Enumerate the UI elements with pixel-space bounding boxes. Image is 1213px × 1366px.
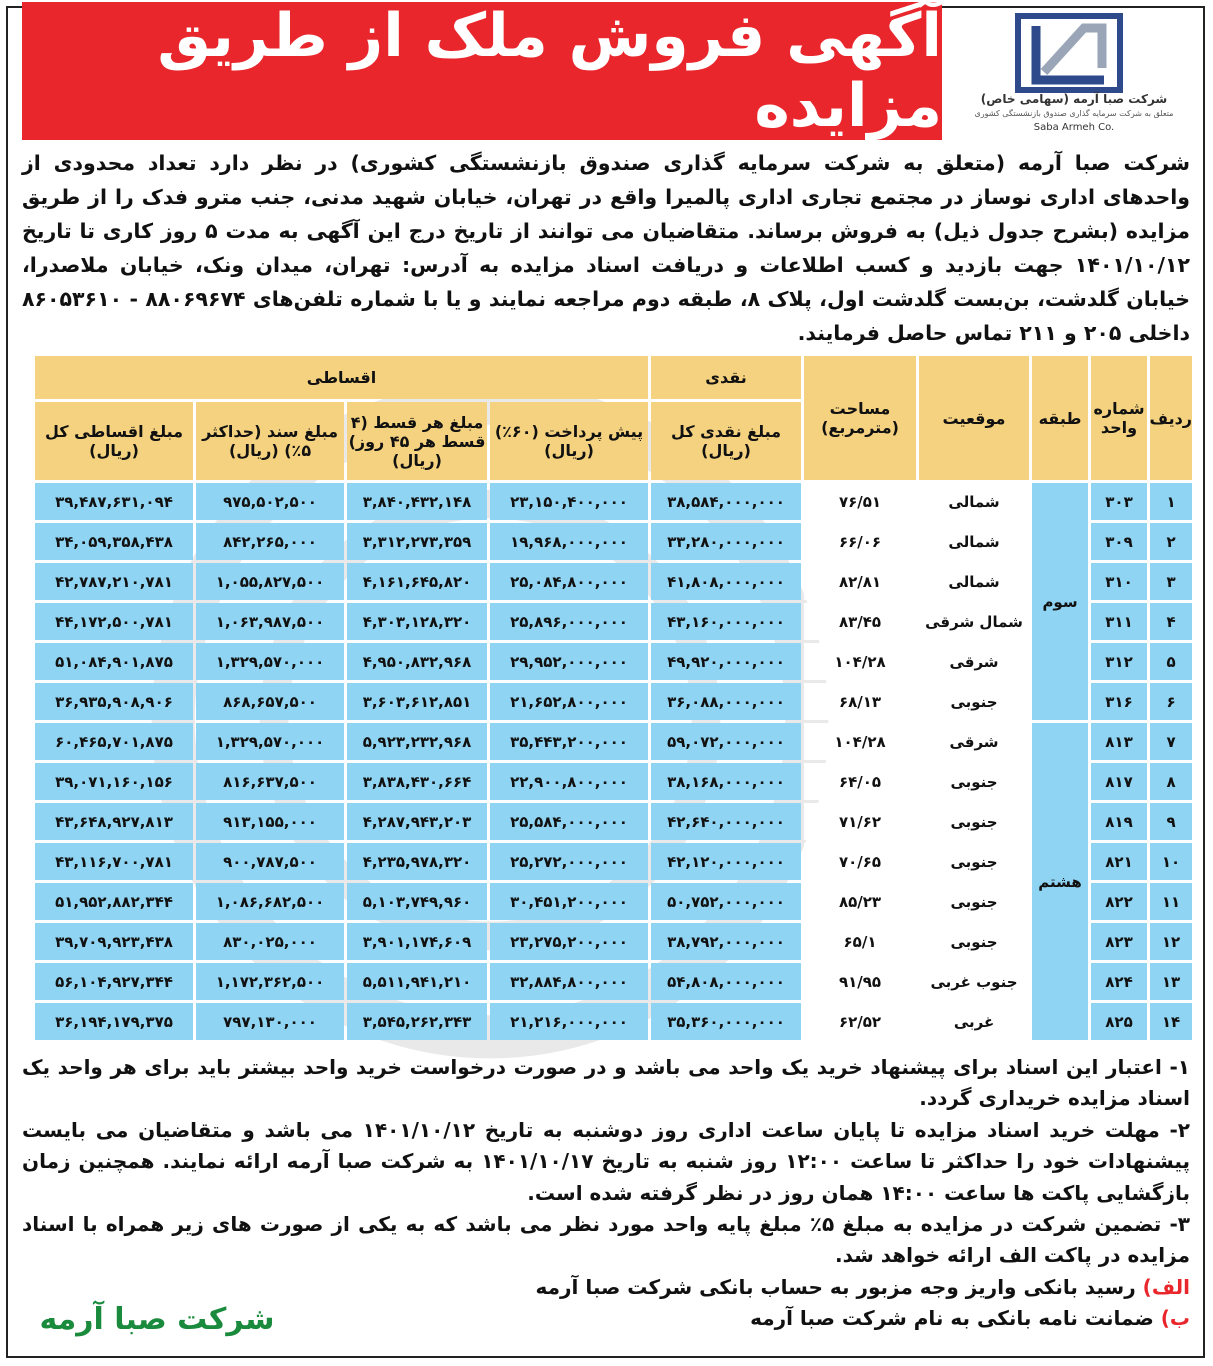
header-installment-group: اقساطی [35, 356, 648, 399]
auction-table [32, 353, 1195, 1043]
row-number-cell: ۱ [1150, 483, 1192, 520]
area-cell: ۶۸/۱۳ [804, 683, 916, 720]
cash-total-cell: ۳۸,۱۶۸,۰۰۰,۰۰۰ [651, 763, 801, 800]
table-row [35, 683, 1192, 720]
unit-number-cell: ۸۱۹ [1091, 803, 1147, 840]
installment-amount-cell: ۴,۱۶۱,۶۴۵,۸۲۰ [347, 563, 487, 600]
deposit-cell: ۹۷۵,۵۰۲,۵۰۰ [196, 483, 344, 520]
area-cell: ۷۶/۵۱ [804, 483, 916, 520]
deposit-cell: ۹۰۰,۷۸۷,۵۰۰ [196, 843, 344, 880]
cash-total-cell: ۴۹,۹۲۰,۰۰۰,۰۰۰ [651, 643, 801, 680]
installment-amount-cell: ۵,۱۰۳,۷۴۹,۹۶۰ [347, 883, 487, 920]
area-cell: ۱۰۴/۲۸ [804, 643, 916, 680]
note-1: ۱- اعتبار این اسناد برای پیشنهاد خرید یک واحد می باشد و در صورت درخواست خرید واحد بیشتر باید برای هر واحد یک اسناد مزایده خریداری گردد. [22, 1055, 1190, 1111]
area-cell: ۱۰۴/۲۸ [804, 723, 916, 760]
location-cell: جنوبی [919, 883, 1029, 920]
row-number-cell: ۷ [1150, 723, 1192, 760]
area-cell: ۸۵/۲۳ [804, 883, 916, 920]
row-number-cell: ۱۳ [1150, 963, 1192, 1000]
installment-total-cell: ۳۶,۹۳۵,۹۰۸,۹۰۶ [35, 683, 193, 720]
cash-total-cell: ۳۳,۲۸۰,۰۰۰,۰۰۰ [651, 523, 801, 560]
prepayment-cell: ۲۵,۵۸۴,۰۰۰,۰۰۰ [490, 803, 648, 840]
installment-total-cell: ۵۶,۱۰۴,۹۲۷,۳۴۴ [35, 963, 193, 1000]
logo-english-name: Saba Armeh Co. [1033, 122, 1115, 133]
installment-amount-cell: ۳,۵۴۵,۲۶۲,۳۴۳ [347, 1003, 487, 1040]
prepayment-cell: ۲۱,۲۱۶,۰۰۰,۰۰۰ [490, 1003, 648, 1040]
unit-number-cell: ۸۱۳ [1091, 723, 1147, 760]
note-option-a [22, 1272, 1190, 1303]
cash-total-cell: ۴۲,۶۴۰,۰۰۰,۰۰۰ [651, 803, 801, 840]
cash-total-cell: ۳۸,۷۹۲,۰۰۰,۰۰۰ [651, 923, 801, 960]
area-cell: ۸۲/۸۱ [804, 563, 916, 600]
prepayment-cell: ۱۹,۹۶۸,۰۰۰,۰۰۰ [490, 523, 648, 560]
option-b-label: ب) [1160, 1306, 1190, 1331]
cash-total-cell: ۴۲,۱۲۰,۰۰۰,۰۰۰ [651, 843, 801, 880]
table-row [35, 563, 1192, 600]
unit-number-cell: ۳۱۰ [1091, 563, 1147, 600]
area-cell: ۶۶/۰۶ [804, 523, 916, 560]
header-location: موقعیت [919, 356, 1029, 480]
intro-text: در نظر دارد تعداد محدودی از واحدهای اداری نوساز در مجتمع تجاری اداری پالمیرا واقع در تهران، خیابان شهید مدنی، جنب مترو فدک را از طریق مزایده (بشرح جدول ذیل) به فروش برساند. متقاضیان می توانند از تاریخ درج این آگهی به مدت ۵ روز کاری تا تاریخ ۱۴۰۱/۱۰/۱۲ جهت بازدید و کسب اطلاعات و دریافت اسناد مزایده به آدرس: تهران، میدان ونک، خیابان ملاصدرا، خیابان گلدشت، بن‌بست گلدشت اول، پلاک ۸، طبقه دوم مراجعه نمایند و یا با شماره تلفن‌های ۸۸۰۶۹۶۷۴ - ۸۶۰۵۳۶۱۰ داخلی ۲۰۵ و ۲۱۱ تماس حاصل فرمایند. [22, 151, 1190, 345]
row-number-cell: ۵ [1150, 643, 1192, 680]
floor-cell: سوم [1032, 483, 1088, 720]
row-number-cell: ۱۰ [1150, 843, 1192, 880]
cash-total-cell: ۵۹,۰۷۲,۰۰۰,۰۰۰ [651, 723, 801, 760]
prepayment-cell: ۲۵,۲۷۲,۰۰۰,۰۰۰ [490, 843, 648, 880]
row-number-cell: ۲ [1150, 523, 1192, 560]
unit-number-cell: ۳۰۳ [1091, 483, 1147, 520]
header-prepayment: پیش پرداخت (۶۰٪) (ریال) [490, 402, 648, 480]
option-b-text: ضمانت نامه بانکی به نام شرکت صبا آرمه [750, 1306, 1161, 1331]
deposit-cell: ۹۱۳,۱۵۵,۰۰۰ [196, 803, 344, 840]
unit-number-cell: ۸۱۷ [1091, 763, 1147, 800]
table-row [35, 883, 1192, 920]
installment-amount-cell: ۳,۳۱۲,۲۷۳,۳۵۹ [347, 523, 487, 560]
company-signature: شرکت صبا آرمه [39, 1302, 275, 1337]
row-number-cell: ۱۴ [1150, 1003, 1192, 1040]
cash-total-cell: ۴۳,۱۶۰,۰۰۰,۰۰۰ [651, 603, 801, 640]
location-cell: جنوبی [919, 763, 1029, 800]
header-installment-total: مبلغ اقساطی کل (ریال) [35, 402, 193, 480]
row-number-cell: ۸ [1150, 763, 1192, 800]
unit-number-cell: ۳۱۶ [1091, 683, 1147, 720]
unit-number-cell: ۸۲۴ [1091, 963, 1147, 1000]
table-row [35, 483, 1192, 520]
deposit-cell: ۱,۳۲۹,۵۷۰,۰۰۰ [196, 643, 344, 680]
header-cash-total: مبلغ نقدی کل (ریال) [651, 402, 801, 480]
deposit-cell: ۱,۳۲۹,۵۷۰,۰۰۰ [196, 723, 344, 760]
row-number-cell: ۱۱ [1150, 883, 1192, 920]
deposit-cell: ۱,۰۵۵,۸۲۷,۵۰۰ [196, 563, 344, 600]
unit-number-cell: ۳۱۱ [1091, 603, 1147, 640]
installment-total-cell: ۵۱,۰۸۴,۹۰۱,۸۷۵ [35, 643, 193, 680]
installment-total-cell: ۴۲,۷۸۷,۲۱۰,۷۸۱ [35, 563, 193, 600]
location-cell: شمالی [919, 563, 1029, 600]
prepayment-cell: ۳۰,۴۵۱,۲۰۰,۰۰۰ [490, 883, 648, 920]
header-installment-amount: مبلغ هر قسط (۴ قسط هر ۴۵ روز) (ریال) [347, 402, 487, 480]
prepayment-cell: ۲۵,۸۹۶,۰۰۰,۰۰۰ [490, 603, 648, 640]
row-number-cell: ۶ [1150, 683, 1192, 720]
installment-total-cell: ۳۹,۴۸۷,۶۳۱,۰۹۴ [35, 483, 193, 520]
installment-amount-cell: ۳,۸۳۸,۴۳۰,۶۶۴ [347, 763, 487, 800]
location-cell: جنوب غربی [919, 963, 1029, 1000]
location-cell: جنوبی [919, 683, 1029, 720]
option-a-text: رسید بانکی واریز وجه مزبور به حساب بانکی شرکت صبا آرمه [535, 1274, 1143, 1299]
installment-total-cell: ۶۰,۴۶۵,۷۰۱,۸۷۵ [35, 723, 193, 760]
unit-number-cell: ۸۲۵ [1091, 1003, 1147, 1040]
cash-total-cell: ۵۰,۷۵۲,۰۰۰,۰۰۰ [651, 883, 801, 920]
area-cell: ۷۰/۶۵ [804, 843, 916, 880]
note-2: ۲- مهلت خرید اسناد مزایده تا پایان ساعت اداری روز دوشنبه به تاریخ ۱۴۰۱/۱۰/۱۲ می باشد و متقاضیان می بایست پیشنهادات خود را حداکثر تا ساعت ۱۲:۰۰ روز شنبه به تاریخ ۱۴۰۱/۱۰/۱۷ به شرکت صبا آرمه ارائه نمایند. همچنین زمان بازگشایی پاکت ها ساعت ۱۴:۰۰ همان روز در نظر گرفته شده است. [22, 1117, 1190, 1205]
row-number-cell: ۴ [1150, 603, 1192, 640]
page-title-banner [22, 2, 942, 140]
installment-total-cell: ۴۳,۶۴۸,۹۲۷,۸۱۳ [35, 803, 193, 840]
location-cell: غربی [919, 1003, 1029, 1040]
row-number-cell: ۹ [1150, 803, 1192, 840]
installment-total-cell: ۳۴,۰۵۹,۳۵۸,۴۳۸ [35, 523, 193, 560]
table-row [35, 603, 1192, 640]
area-cell: ۸۳/۴۵ [804, 603, 916, 640]
table-row [35, 843, 1192, 880]
location-cell: جنوبی [919, 803, 1029, 840]
installment-total-cell: ۳۹,۷۰۹,۹۲۳,۴۳۸ [35, 923, 193, 960]
location-cell: شرقی [919, 723, 1029, 760]
installment-amount-cell: ۳,۶۰۳,۶۱۲,۸۵۱ [347, 683, 487, 720]
deposit-cell: ۱,۱۷۲,۳۶۲,۵۰۰ [196, 963, 344, 1000]
notes-section [22, 1052, 1190, 1335]
prepayment-cell: ۲۳,۱۵۰,۴۰۰,۰۰۰ [490, 483, 648, 520]
installment-amount-cell: ۴,۲۳۵,۹۷۸,۳۲۰ [347, 843, 487, 880]
location-cell: شمالی [919, 483, 1029, 520]
header-deposit: مبلغ سند (حداکثر ۵٪) (ریال) [196, 402, 344, 480]
installment-total-cell: ۳۹,۰۷۱,۱۶۰,۱۵۶ [35, 763, 193, 800]
header-unit-number: شماره واحد [1091, 356, 1147, 480]
area-cell: ۷۱/۶۲ [804, 803, 916, 840]
intro-company: شرکت صبا آرمه (متعلق به شرکت سرمایه گذاری صندوق بازنشستگی کشوری) [350, 151, 1190, 175]
cash-total-cell: ۳۶,۰۸۸,۰۰۰,۰۰۰ [651, 683, 801, 720]
header-floor: طبقه [1032, 356, 1088, 480]
saba-armeh-logo-icon [1014, 12, 1124, 94]
deposit-cell: ۸۳۰,۰۲۵,۰۰۰ [196, 923, 344, 960]
installment-amount-cell: ۴,۲۸۷,۹۴۳,۲۰۳ [347, 803, 487, 840]
unit-number-cell: ۳۰۹ [1091, 523, 1147, 560]
location-cell: شمال شرقی [919, 603, 1029, 640]
location-cell: جنوبی [919, 843, 1029, 880]
location-cell: شرقی [919, 643, 1029, 680]
table-row [35, 643, 1192, 680]
table-row [35, 803, 1192, 840]
row-number-cell: ۳ [1150, 563, 1192, 600]
deposit-cell: ۷۹۷,۱۳۰,۰۰۰ [196, 1003, 344, 1040]
installment-amount-cell: ۵,۵۱۱,۹۴۱,۲۱۰ [347, 963, 487, 1000]
cash-total-cell: ۳۵,۳۶۰,۰۰۰,۰۰۰ [651, 1003, 801, 1040]
installment-total-cell: ۴۴,۱۷۲,۵۰۰,۷۸۱ [35, 603, 193, 640]
unit-number-cell: ۸۲۲ [1091, 883, 1147, 920]
unit-number-cell: ۸۲۳ [1091, 923, 1147, 960]
installment-amount-cell: ۳,۹۰۱,۱۷۴,۶۰۹ [347, 923, 487, 960]
cash-total-cell: ۴۱,۸۰۸,۰۰۰,۰۰۰ [651, 563, 801, 600]
prepayment-cell: ۳۵,۴۴۳,۲۰۰,۰۰۰ [490, 723, 648, 760]
area-cell: ۶۵/۱ [804, 923, 916, 960]
prepayment-cell: ۲۱,۶۵۲,۸۰۰,۰۰۰ [490, 683, 648, 720]
installment-amount-cell: ۴,۳۰۳,۱۲۸,۳۲۰ [347, 603, 487, 640]
deposit-cell: ۸۶۸,۶۵۷,۵۰۰ [196, 683, 344, 720]
installment-amount-cell: ۴,۹۵۰,۸۳۲,۹۶۸ [347, 643, 487, 680]
area-cell: ۹۱/۹۵ [804, 963, 916, 1000]
header-cash-group: نقدی [651, 356, 801, 399]
table-row [35, 1003, 1192, 1040]
deposit-cell: ۸۱۶,۶۳۷,۵۰۰ [196, 763, 344, 800]
area-cell: ۶۴/۰۵ [804, 763, 916, 800]
installment-amount-cell: ۵,۹۲۳,۲۳۲,۹۶۸ [347, 723, 487, 760]
table-row [35, 923, 1192, 960]
unit-number-cell: ۸۲۱ [1091, 843, 1147, 880]
cash-total-cell: ۳۸,۵۸۴,۰۰۰,۰۰۰ [651, 483, 801, 520]
area-cell: ۶۲/۵۲ [804, 1003, 916, 1040]
company-logo [958, 12, 1190, 138]
logo-company-name: شرکت صبا آرمه (سهامی خاص) [980, 92, 1168, 106]
installment-amount-cell: ۳,۸۴۰,۴۳۲,۱۴۸ [347, 483, 487, 520]
cash-total-cell: ۵۴,۸۰۸,۰۰۰,۰۰۰ [651, 963, 801, 1000]
intro-paragraph [22, 146, 1190, 350]
table-row [35, 963, 1192, 1000]
installment-total-cell: ۳۶,۱۹۴,۱۷۹,۳۷۵ [35, 1003, 193, 1040]
prepayment-cell: ۳۲,۸۸۴,۸۰۰,۰۰۰ [490, 963, 648, 1000]
unit-number-cell: ۳۱۲ [1091, 643, 1147, 680]
row-number-cell: ۱۲ [1150, 923, 1192, 960]
header-row-number: ردیف [1150, 356, 1192, 480]
deposit-cell: ۸۴۲,۲۶۵,۰۰۰ [196, 523, 344, 560]
table-row [35, 763, 1192, 800]
prepayment-cell: ۲۹,۹۵۲,۰۰۰,۰۰۰ [490, 643, 648, 680]
page-title: آگهی فروش ملک از طریق مزایده [157, 1, 942, 141]
prepayment-cell: ۲۳,۲۷۵,۲۰۰,۰۰۰ [490, 923, 648, 960]
prepayment-cell: ۲۵,۰۸۴,۸۰۰,۰۰۰ [490, 563, 648, 600]
note-3: ۳- تضمین شرکت در مزایده به مبلغ ۵٪ مبلغ پایه واحد مورد نظر می باشد که به یکی از صورت های زیر همراه با اسناد مزایده در پاکت الف ارائه خواهد شد. [22, 1212, 1190, 1268]
installment-total-cell: ۵۱,۹۵۲,۸۸۲,۳۴۴ [35, 883, 193, 920]
logo-subtitle: متعلق به شرکت سرمایه گذاری صندوق بازنشستگی کشوری [974, 109, 1174, 118]
table-row [35, 523, 1192, 560]
prepayment-cell: ۲۲,۹۰۰,۸۰۰,۰۰۰ [490, 763, 648, 800]
option-a-label: الف) [1142, 1274, 1190, 1299]
installment-total-cell: ۴۳,۱۱۶,۷۰۰,۷۸۱ [35, 843, 193, 880]
deposit-cell: ۱,۰۶۳,۹۸۷,۵۰۰ [196, 603, 344, 640]
table-row [35, 723, 1192, 760]
floor-cell: هشتم [1032, 723, 1088, 1040]
location-cell: شمالی [919, 523, 1029, 560]
deposit-cell: ۱,۰۸۶,۶۸۲,۵۰۰ [196, 883, 344, 920]
header-area: مساحت (مترمربع) [804, 356, 916, 480]
location-cell: جنوبی [919, 923, 1029, 960]
